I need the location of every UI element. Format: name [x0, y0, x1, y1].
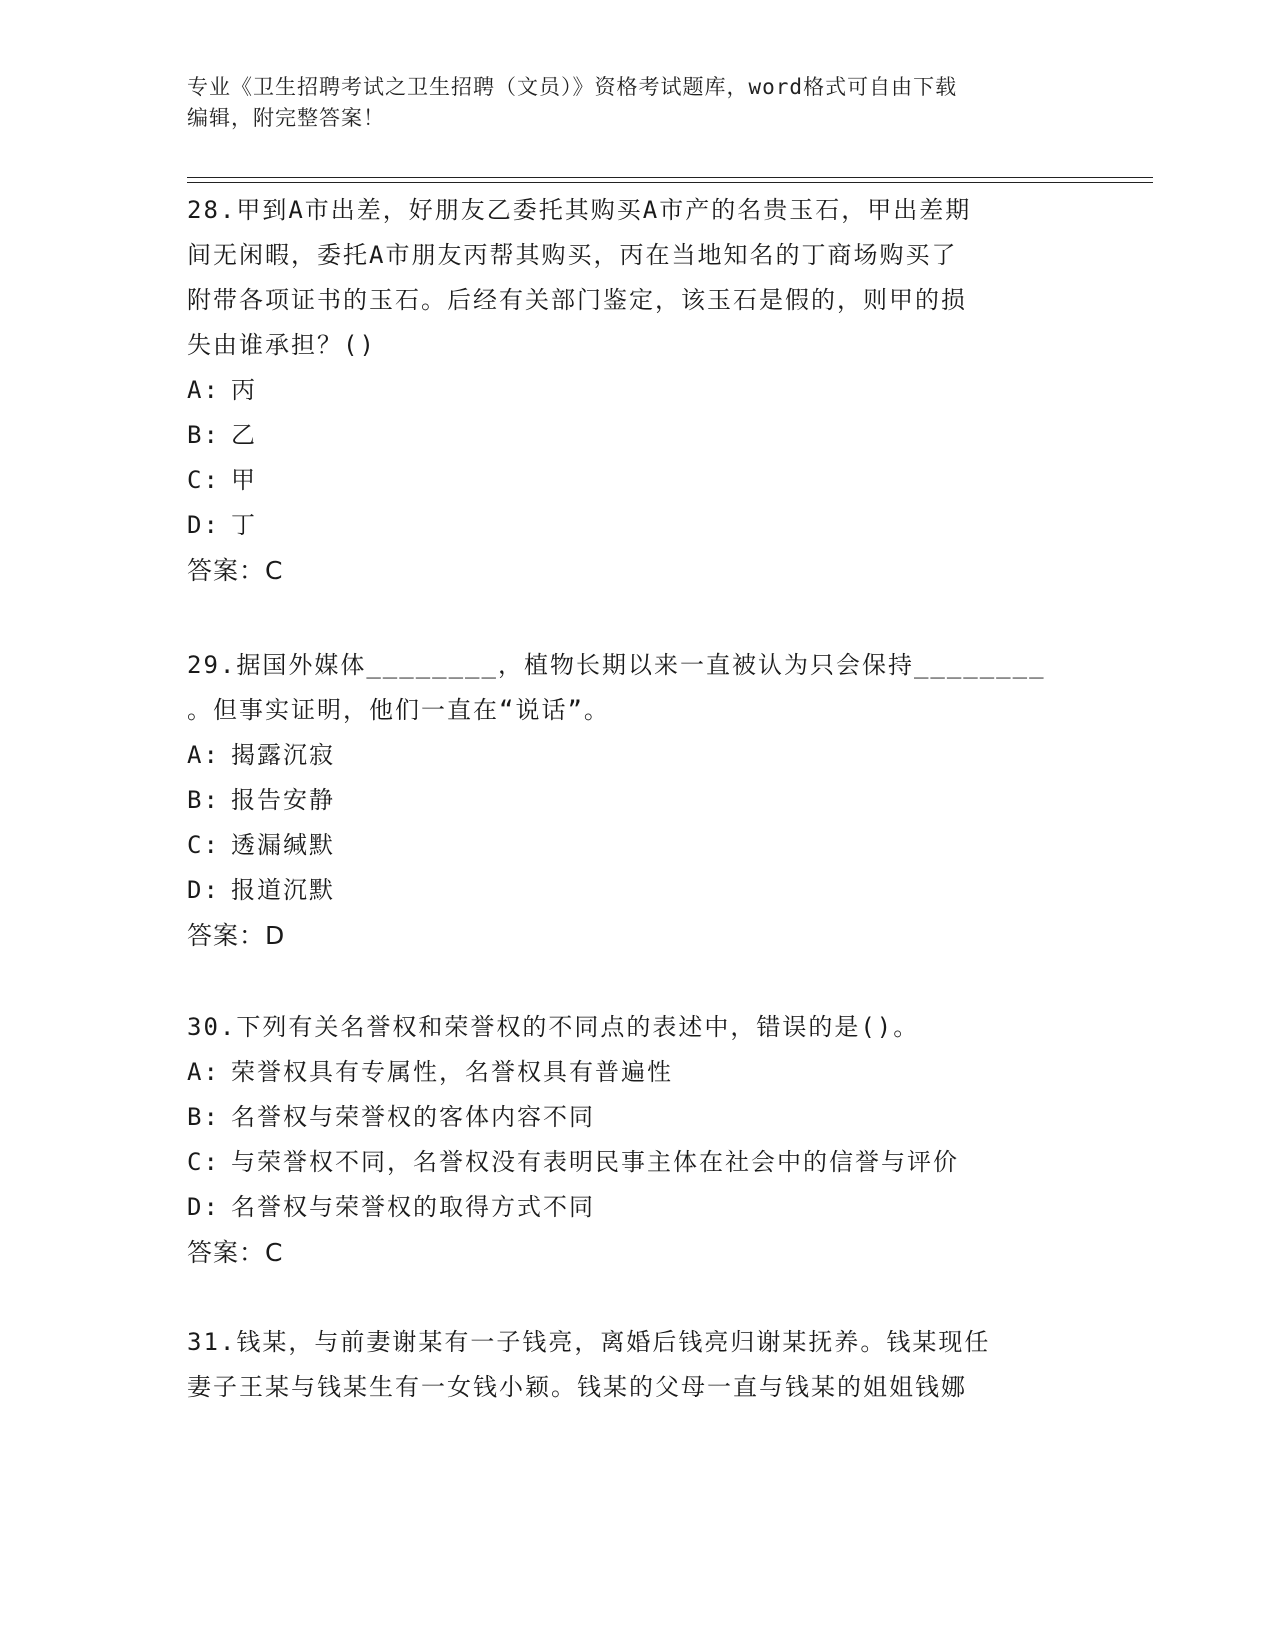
question-stem-line: 间无闲暇，委托A市朋友丙帮其购买，丙在当地知名的丁商场购买了 [187, 241, 958, 269]
question-stem-line: 29.据国外媒体________，植物长期以来一直被认为只会保持________ [187, 651, 1046, 679]
option-text: 荣誉权具有专属性，名誉权具有普遍性 [231, 1058, 673, 1086]
option-text: 与荣誉权不同，名誉权没有表明民事主体在社会中的信誉与评价 [231, 1148, 959, 1176]
question-31 [187, 1320, 1077, 1410]
option-letter: C: [187, 1148, 220, 1176]
header-divider-bottom [187, 182, 1153, 183]
option-c [187, 1140, 1077, 1185]
header-line-2: 编辑，附完整答案！ [187, 106, 385, 130]
option-letter: D: [187, 511, 220, 539]
option-d [187, 503, 1077, 548]
option-text: 名誉权与荣誉权的客体内容不同 [231, 1103, 595, 1131]
option-b [187, 413, 1077, 458]
option-letter: D: [187, 1193, 220, 1221]
option-a [187, 368, 1077, 413]
question-stem-line: 31.钱某，与前妻谢某有一子钱亮，离婚后钱亮归谢某抚养。钱某现任 [187, 1328, 991, 1356]
option-letter: C: [187, 466, 220, 494]
option-letter: C: [187, 831, 220, 859]
answer: 答案：D [187, 921, 286, 950]
question-29 [187, 643, 1077, 958]
header-line-1: 专业《卫生招聘考试之卫生招聘（文员）》资格考试题库，word格式可自由下载 [187, 75, 958, 99]
question-stem-line: 28.甲到A市出差，好朋友乙委托其购买A市产的名贵玉石，甲出差期 [187, 196, 972, 224]
document-header [187, 72, 1067, 134]
option-c [187, 823, 1077, 868]
option-letter: A: [187, 376, 220, 404]
option-b [187, 1095, 1077, 1140]
option-letter: D: [187, 876, 220, 904]
option-a [187, 1050, 1077, 1095]
option-letter: A: [187, 1058, 220, 1086]
option-letter: B: [187, 786, 220, 814]
option-text: 丙 [231, 376, 257, 404]
option-b [187, 778, 1077, 823]
option-text: 丁 [231, 511, 257, 539]
answer: 答案：C [187, 556, 284, 585]
header-divider-top [187, 177, 1153, 178]
question-30 [187, 1005, 1077, 1275]
option-text: 透漏缄默 [231, 831, 335, 859]
option-text: 报道沉默 [231, 876, 335, 904]
option-text: 甲 [231, 466, 257, 494]
option-text: 名誉权与荣誉权的取得方式不同 [231, 1193, 595, 1221]
option-text: 乙 [231, 421, 257, 449]
question-stem-line: 失由谁承担？() [187, 331, 376, 359]
question-28 [187, 188, 1077, 593]
option-c [187, 458, 1077, 503]
option-letter: B: [187, 421, 220, 449]
question-stem-line: 30.下列有关名誉权和荣誉权的不同点的表述中，错误的是()。 [187, 1013, 920, 1041]
option-text: 报告安静 [231, 786, 335, 814]
option-d [187, 868, 1077, 913]
option-letter: A: [187, 741, 220, 769]
option-text: 揭露沉寂 [231, 741, 335, 769]
question-stem-line: 附带各项证书的玉石。后经有关部门鉴定，该玉石是假的，则甲的损 [187, 286, 967, 314]
question-stem-line: 妻子王某与钱某生有一女钱小颖。钱某的父母一直与钱某的姐姐钱娜 [187, 1373, 967, 1401]
question-stem-line: 。但事实证明，他们一直在“说话”。 [187, 696, 610, 724]
answer: 答案：C [187, 1238, 284, 1267]
option-a [187, 733, 1077, 778]
option-d [187, 1185, 1077, 1230]
option-letter: B: [187, 1103, 220, 1131]
